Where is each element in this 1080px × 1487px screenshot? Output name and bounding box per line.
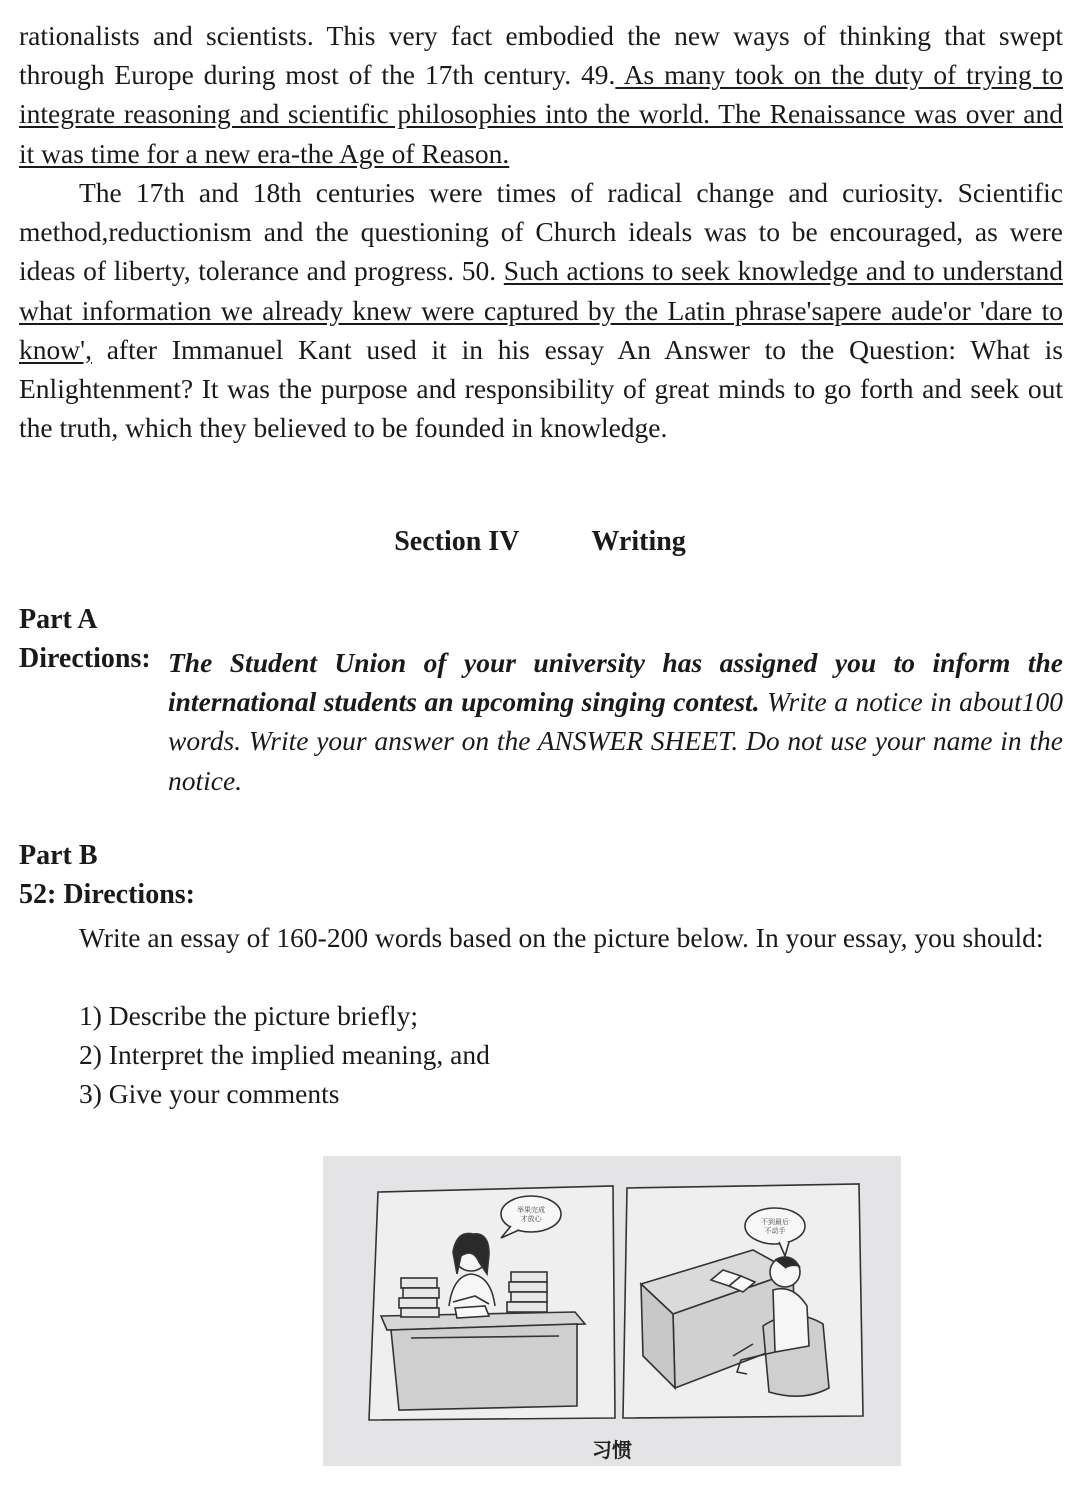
cartoon-illustration (323, 1156, 901, 1466)
passage-paragraph-2 (19, 173, 1063, 447)
picture-caption: 习惯 (592, 1438, 632, 1462)
left-panel (369, 1186, 615, 1420)
left-bubble-text: 举果完成 (517, 1206, 545, 1214)
section-number: Section IV (394, 526, 520, 557)
part-a-directions-label: Directions: (19, 643, 151, 674)
essay-instruction: Write an essay of 160-200 words based on the picture below. In your essay, you should: (79, 922, 1044, 953)
passage-text: The 17th and 18th centuries were times of radical change and curiosity. Scientific method,reductionism and the questioning of Church ideals was to be encouraged, as were ideas of liberty, tolerance and progress. 50. (19, 177, 1063, 287)
underlined-sentence-50: Such actions to seek knowledge and to understand what information we already knew were captured by the Latin phrase'sapere aude'or 'dare to know', (19, 255, 1063, 365)
section-name: Writing (591, 526, 686, 557)
passage-text: after Immanuel Kant used it in his essay An Answer to the Question: What is Enlightenment? It was the purpose and responsibility of great minds to go forth and seek out the truth, which they believed to be founded in knowledge. (19, 333, 1063, 444)
part-a-heading: Part A (19, 604, 98, 635)
left-bubble-text: 才放心 (520, 1215, 542, 1223)
passage-text: rationalists and scientists. This very fact embodied the new ways of thinking that swept through Europe during most of the 17th century. 49. (19, 20, 1063, 91)
passage-paragraph-1 (19, 16, 1063, 173)
list-item: 1) Describe the picture briefly; (79, 1000, 419, 1031)
right-bubble-text: 不动手 (764, 1227, 786, 1235)
part-b-heading: Part B (19, 840, 98, 871)
right-bubble-text: 不到最后 (761, 1218, 789, 1226)
section-title (0, 526, 1080, 558)
directions-task: The Student Union of your university has assigned you to inform the international students an upcoming singing contest. (168, 647, 1063, 718)
right-panel (623, 1184, 863, 1418)
part-b-directions-label: 52: Directions: (19, 879, 195, 910)
essay-points (79, 996, 490, 1114)
part-a-directions (168, 643, 1063, 800)
directions-requirements: Write a notice in about100 words. Write your answer on the ANSWER SHEET. Do not use your name in the notice. (168, 686, 1063, 796)
list-item: 2) Interpret the implied meaning, and (79, 1039, 490, 1071)
list-item: 3) Give your comments (79, 1078, 340, 1110)
cartoon-picture (323, 1156, 901, 1466)
underlined-sentence-49: As many took on the duty of trying to integrate reasoning and scientific philosophies into the world. The Renaissance was over and it was time for a new era-the Age of Reason. (19, 59, 1063, 169)
